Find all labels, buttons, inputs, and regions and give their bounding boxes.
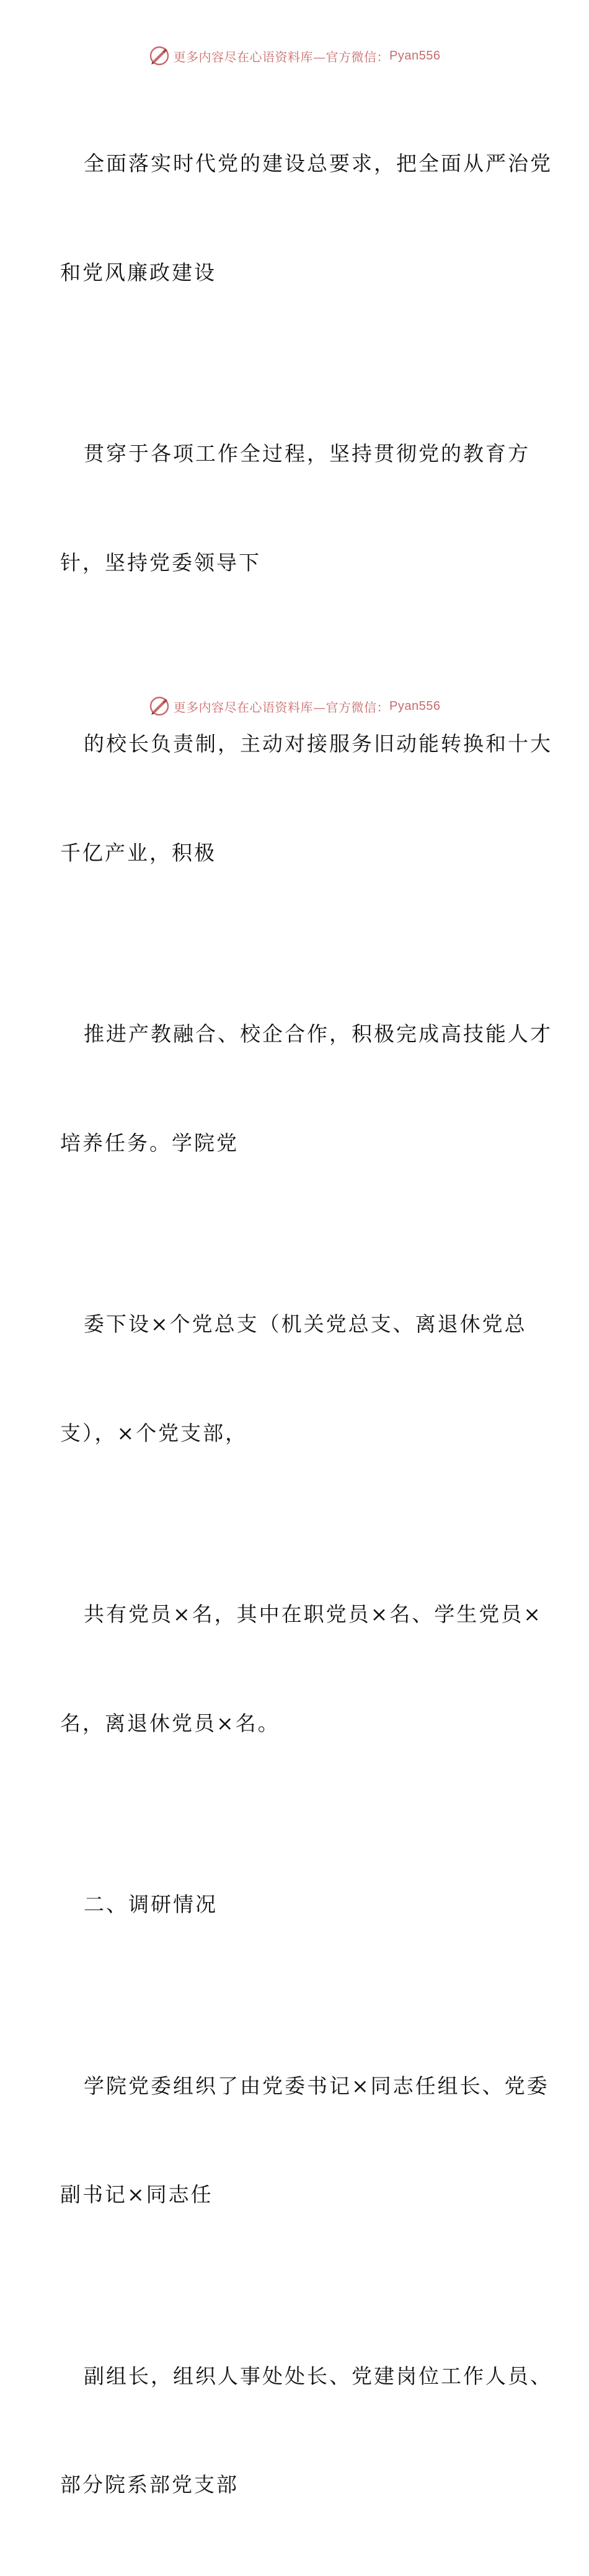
paragraph-line: 和党风廉政建设 [60, 260, 216, 285]
pen-logo-icon [149, 696, 170, 717]
paragraph-line: 部分院系部党支部 [60, 2472, 239, 2497]
paragraph-line: 共有党员×名，其中在职党员×名、学生党员× [84, 1602, 542, 1626]
paragraph-line: 学院党委组织了由党委书记×同志任组长、党委 [84, 2073, 549, 2098]
header-watermark [0, 43, 589, 68]
paragraph-line: 副书记×同志任 [60, 2182, 213, 2206]
paragraph-line: 推进产教融合、校企合作，积极完成高技能人才 [84, 1022, 552, 1046]
section-heading [60, 1814, 531, 1996]
paragraph [60, 944, 552, 1234]
paragraph [60, 1996, 549, 2286]
paragraph-line: 副组长，组织人事处处长、党建岗位工作人员、 [84, 2363, 552, 2388]
watermark-text: 更多内容尽在心语资料库—官方微信： [173, 49, 390, 64]
paragraph-line: 委下设×个党总支（机关党总支、离退休党总 [84, 1312, 527, 1336]
watermark-wechat-id: Pyan556 [389, 699, 441, 713]
paragraph [60, 1524, 542, 1814]
footer-watermark [0, 694, 589, 719]
watermark-wechat-id: Pyan556 [389, 48, 441, 63]
paragraph [60, 363, 531, 653]
pen-logo-icon [149, 45, 170, 66]
heading-text: 二、调研情况 [84, 1892, 218, 1916]
paragraph-line: 贯穿于各项工作全过程，坚持贯彻党的教育方 [84, 441, 530, 466]
paragraph-line: 培养任务。学院党 [60, 1130, 239, 1155]
paragraph-line: 名，离退休党员×名。 [60, 1711, 280, 1735]
paragraph-line: 支），×个党支部， [60, 1420, 248, 1445]
paragraph [60, 1234, 531, 1524]
paragraph-line: 全面落实时代党的建设总要求，把全面从严治党 [84, 151, 552, 175]
document-body [60, 73, 552, 2576]
paragraph-line: 针，坚持党委领导下 [60, 550, 261, 575]
watermark-text: 更多内容尽在心语资料库—官方微信： [173, 699, 390, 715]
paragraph-line: 千亿产业，积极 [60, 840, 216, 865]
paragraph-line: 的校长负责制，主动对接服务旧动能转换和十大 [84, 732, 552, 756]
paragraph [60, 73, 552, 363]
paragraph [60, 2286, 552, 2576]
